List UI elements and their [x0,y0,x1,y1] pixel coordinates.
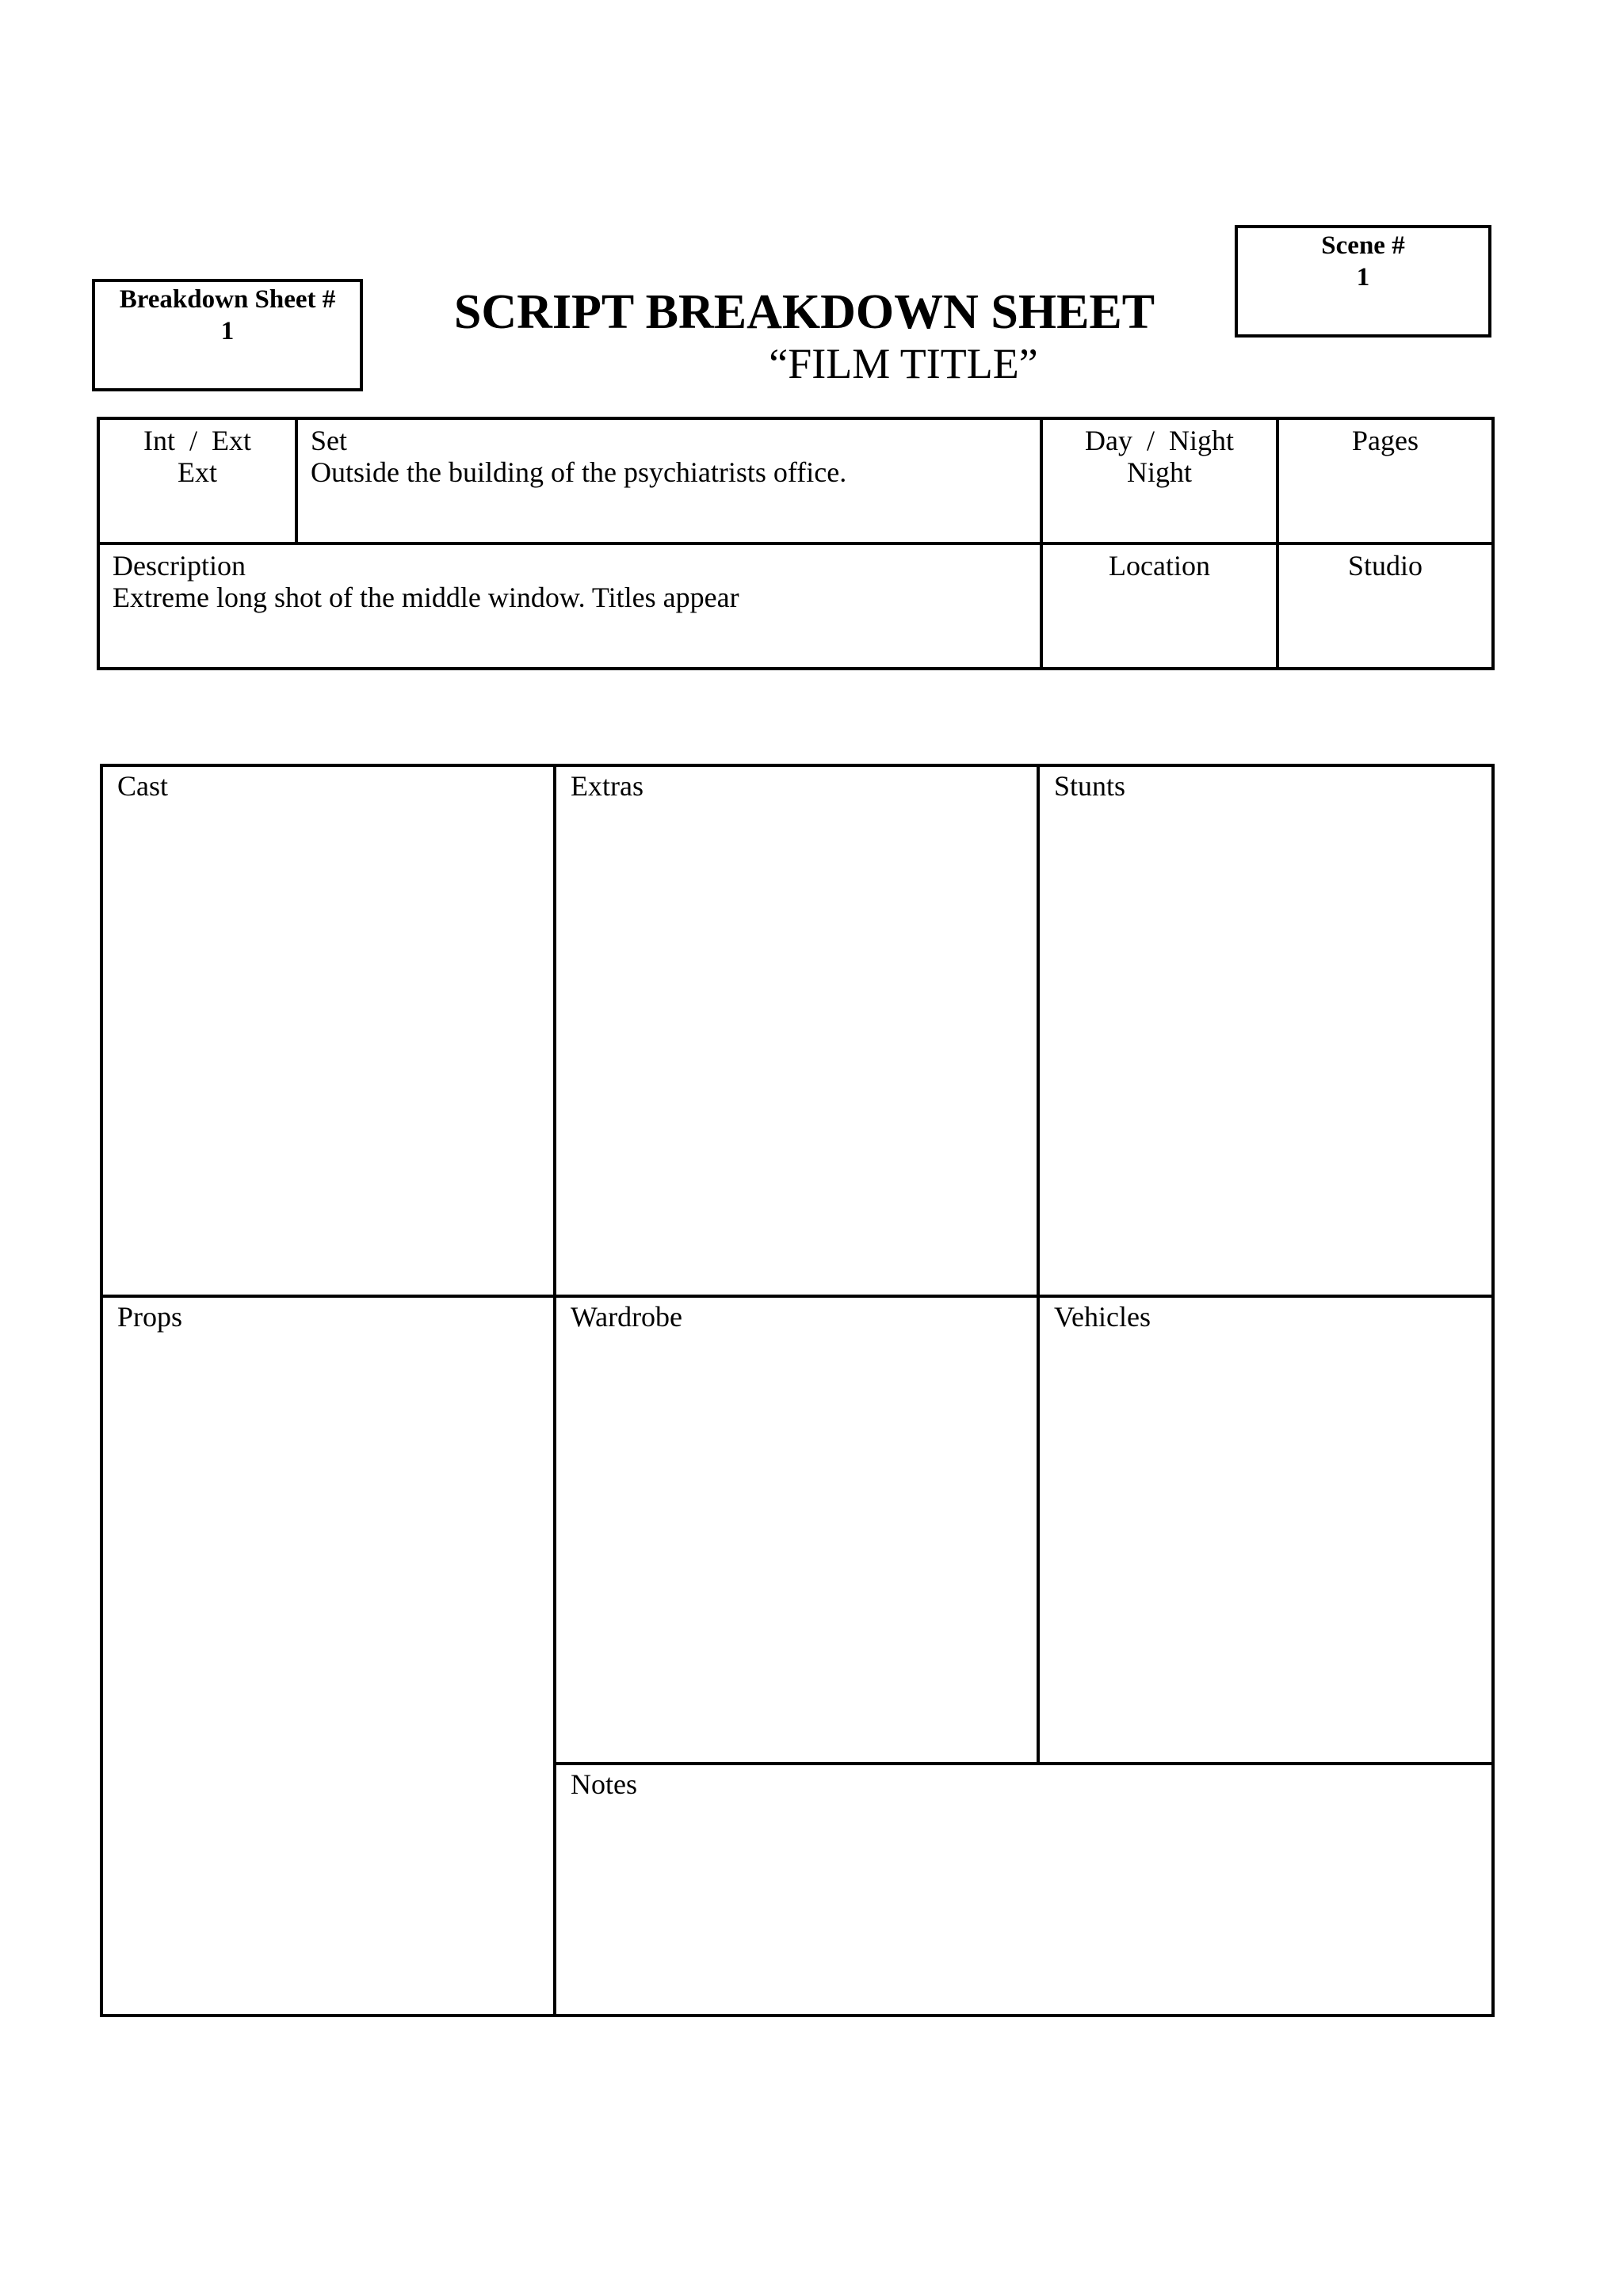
set-cell[interactable] [296,418,1041,543]
notes-label: Notes [571,1768,637,1800]
studio-label: Studio [1347,550,1423,582]
vehicles-label: Vehicles [1054,1301,1151,1333]
set-label: Set [311,425,348,456]
film-title[interactable]: “FILM TITLE” [769,340,1038,387]
extras-cell[interactable] [555,765,1038,1296]
pages-label: Pages [1352,425,1419,456]
vehicles-cell[interactable] [1038,1296,1493,1764]
day-night-value[interactable]: Night [1126,456,1192,488]
breakdown-elements-table [100,764,1495,2017]
int-ext-cell[interactable] [98,418,296,543]
wardrobe-cell[interactable] [555,1296,1038,1764]
sheet-label: Breakdown Sheet # [119,285,336,314]
wardrobe-label: Wardrobe [571,1301,683,1333]
props-cell[interactable] [101,1296,555,2016]
extras-label: Extras [571,770,643,802]
breakdown-sheet-number-box [92,279,363,391]
set-value[interactable]: Outside the building of the psychiatrists office. [311,456,847,488]
scene-info-table [97,417,1495,670]
description-label: Description [113,550,246,582]
props-label: Props [117,1301,183,1333]
pages-cell[interactable] [1277,418,1493,543]
description-cell[interactable] [98,543,1041,669]
int-ext-value[interactable]: Ext [178,456,217,488]
page-title: SCRIPT BREAKDOWN SHEET [453,285,1155,339]
day-night-label: Day / Night [1085,425,1234,456]
cast-cell[interactable] [101,765,555,1296]
scene-number-box [1235,225,1491,338]
sheet-number[interactable]: 1 [220,317,235,345]
stunts-cell[interactable] [1038,765,1493,1296]
int-ext-label: Int / Ext [143,425,251,456]
stunts-label: Stunts [1054,770,1126,802]
cast-label: Cast [117,770,169,802]
scene-number[interactable]: 1 [1356,263,1370,292]
description-value[interactable]: Extreme long shot of the middle window. Titles appear [113,582,739,613]
notes-cell[interactable] [555,1764,1493,2016]
location-label: Location [1109,550,1210,582]
location-cell[interactable] [1041,543,1277,669]
studio-cell[interactable] [1277,543,1493,669]
day-night-cell[interactable] [1041,418,1277,543]
scene-label: Scene # [1321,231,1405,260]
